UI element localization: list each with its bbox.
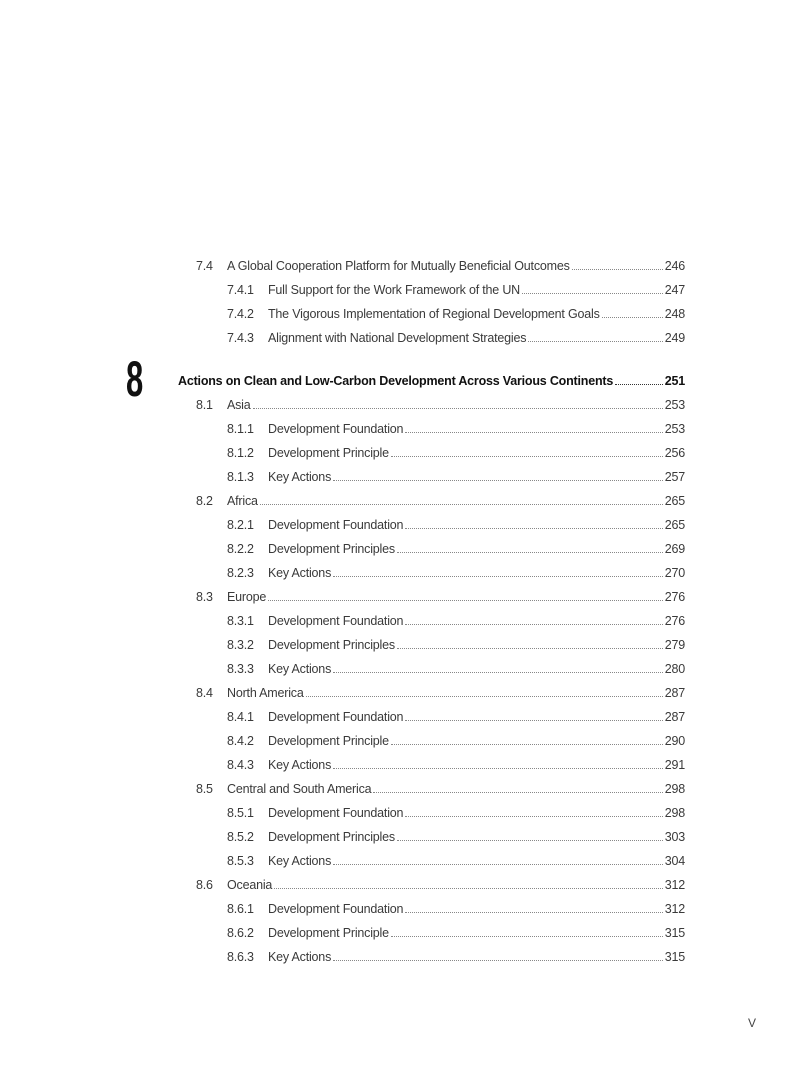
dot-leader [397,840,663,841]
entry-number: 8.3 [196,590,213,604]
toc-entry[interactable] [0,326,793,350]
chapter-number: 8 [126,351,143,407]
dot-leader [405,720,662,721]
entry-number: 8.4.3 [227,758,254,772]
entry-number: 8.2.3 [227,566,254,580]
toc-entry[interactable] [0,681,793,705]
dot-leader [405,528,662,529]
dot-leader [274,888,663,889]
toc-entry[interactable] [0,441,793,465]
toc-entry[interactable] [0,465,793,489]
toc-entry[interactable] [0,921,793,945]
entry-page-number: 265 [664,518,685,532]
dot-leader [405,816,662,817]
dot-leader [306,696,663,697]
entry-number: 8.5.2 [227,830,254,844]
entry-number: 8.3.1 [227,614,254,628]
entry-page-number: 256 [664,446,685,460]
entry-page-number: 303 [664,830,685,844]
entry-number: 8.4.1 [227,710,254,724]
dot-leader [333,672,663,673]
entry-title: Key Actions [268,662,332,676]
dot-leader [373,792,662,793]
entry-number: 8.1.1 [227,422,254,436]
dot-leader [615,384,663,385]
entry-page-number: 247 [664,283,685,297]
entry-page-number: 315 [664,926,685,940]
entry-number: 8.2.1 [227,518,254,532]
entry-page-number: 276 [664,590,685,604]
dot-leader [405,432,662,433]
dot-leader [602,317,663,318]
toc-entry[interactable] [0,657,793,681]
toc-entry[interactable] [0,753,793,777]
toc-entry[interactable] [0,278,793,302]
dot-leader [405,912,662,913]
table-of-contents [0,254,793,969]
toc-entry[interactable] [0,729,793,753]
toc-entry[interactable] [0,393,793,417]
entry-number: 7.4.1 [227,283,254,297]
entry-number: 8.4 [196,686,213,700]
toc-entry[interactable] [0,705,793,729]
entry-page-number: 298 [664,806,685,820]
entry-title: Actions on Clean and Low-Carbon Development Across Various Continents [178,374,614,388]
entry-page-number: 287 [664,710,685,724]
toc-entry[interactable] [0,801,793,825]
entry-number: 8.5.3 [227,854,254,868]
entry-title: A Global Cooperation Platform for Mutually Beneficial Outcomes [227,259,570,273]
entry-number: 8.2 [196,494,213,508]
dot-leader [333,768,663,769]
entry-title: Development Principles [268,638,395,652]
toc-entry[interactable] [0,873,793,897]
entry-page-number: 253 [664,422,685,436]
entry-number: 7.4.2 [227,307,254,321]
toc-entry[interactable] [0,513,793,537]
entry-title: Full Support for the Work Framework of the UN [268,283,520,297]
entry-title: Development Principles [268,830,395,844]
entry-number: 8.6.1 [227,902,254,916]
entry-page-number: 312 [664,878,685,892]
toc-entry[interactable] [0,302,793,326]
entry-title: Europe [227,590,267,604]
dot-leader [268,600,663,601]
toc-entry[interactable] [0,777,793,801]
entry-number: 8.2.2 [227,542,254,556]
entry-page-number: 251 [664,374,685,388]
dot-leader [397,648,663,649]
entry-page-number: 304 [664,854,685,868]
entry-number: 8.3.3 [227,662,254,676]
entry-number: 8.1.2 [227,446,254,460]
entry-title: Development Principles [268,542,395,556]
dot-leader [405,624,662,625]
entry-page-number: 246 [664,259,685,273]
entry-page-number: 265 [664,494,685,508]
toc-entry[interactable] [0,489,793,513]
toc-entry[interactable] [0,849,793,873]
toc-entry[interactable] [0,254,793,278]
toc-entry[interactable] [0,897,793,921]
entry-number: 8.1 [196,398,213,412]
dot-leader [333,864,663,865]
dot-leader [333,480,663,481]
toc-chapter-entry[interactable] [0,369,793,393]
entry-title: Development Foundation [268,710,404,724]
toc-entry[interactable] [0,417,793,441]
entry-number: 7.4.3 [227,331,254,345]
entry-page-number: 279 [664,638,685,652]
toc-entry[interactable] [0,609,793,633]
entry-number: 8.3.2 [227,638,254,652]
entry-title: Oceania [227,878,273,892]
entry-page-number: 291 [664,758,685,772]
entry-number: 7.4 [196,259,213,273]
entry-title: North America [227,686,304,700]
toc-entry[interactable] [0,825,793,849]
dot-leader [572,269,663,270]
dot-leader [333,576,663,577]
toc-entry[interactable] [0,945,793,969]
toc-entry[interactable] [0,633,793,657]
entry-title: Key Actions [268,950,332,964]
entry-title: Asia [227,398,251,412]
entry-title: Development Principle [268,446,389,460]
dot-leader [397,552,663,553]
entry-title: The Vigorous Implementation of Regional Development Goals [268,307,600,321]
entry-title: Development Foundation [268,902,404,916]
entry-page-number: 298 [664,782,685,796]
toc-entry[interactable] [0,561,793,585]
entry-title: Key Actions [268,566,332,580]
dot-leader [391,456,663,457]
entry-number: 8.6.3 [227,950,254,964]
entry-page-number: 280 [664,662,685,676]
entry-page-number: 276 [664,614,685,628]
entry-title: Central and South America [227,782,372,796]
entry-page-number: 287 [664,686,685,700]
entry-number: 8.1.3 [227,470,254,484]
entry-page-number: 269 [664,542,685,556]
entry-title: Development Foundation [268,806,404,820]
entry-title: Alignment with National Development Strategies [268,331,527,345]
entry-title: Development Foundation [268,422,404,436]
entry-title: Key Actions [268,470,332,484]
entry-number: 8.5 [196,782,213,796]
entry-page-number: 270 [664,566,685,580]
entry-page-number: 249 [664,331,685,345]
entry-page-number: 257 [664,470,685,484]
dot-leader [528,341,662,342]
toc-entry[interactable] [0,585,793,609]
dot-leader [391,936,663,937]
entry-title: Development Foundation [268,614,404,628]
page-folio: V [748,1016,757,1030]
entry-page-number: 315 [664,950,685,964]
entry-number: 8.6.2 [227,926,254,940]
entry-page-number: 248 [664,307,685,321]
dot-leader [391,744,663,745]
entry-page-number: 290 [664,734,685,748]
entry-page-number: 312 [664,902,685,916]
entry-number: 8.5.1 [227,806,254,820]
entry-number: 8.6 [196,878,213,892]
toc-entry[interactable] [0,537,793,561]
entry-page-number: 253 [664,398,685,412]
dot-leader [260,504,663,505]
entry-number: 8.4.2 [227,734,254,748]
entry-title: Key Actions [268,758,332,772]
entry-title: Key Actions [268,854,332,868]
entry-title: Development Principle [268,926,389,940]
entry-title: Africa [227,494,258,508]
entry-title: Development Principle [268,734,389,748]
dot-leader [333,960,663,961]
dot-leader [522,293,663,294]
entry-title: Development Foundation [268,518,404,532]
dot-leader [253,408,663,409]
